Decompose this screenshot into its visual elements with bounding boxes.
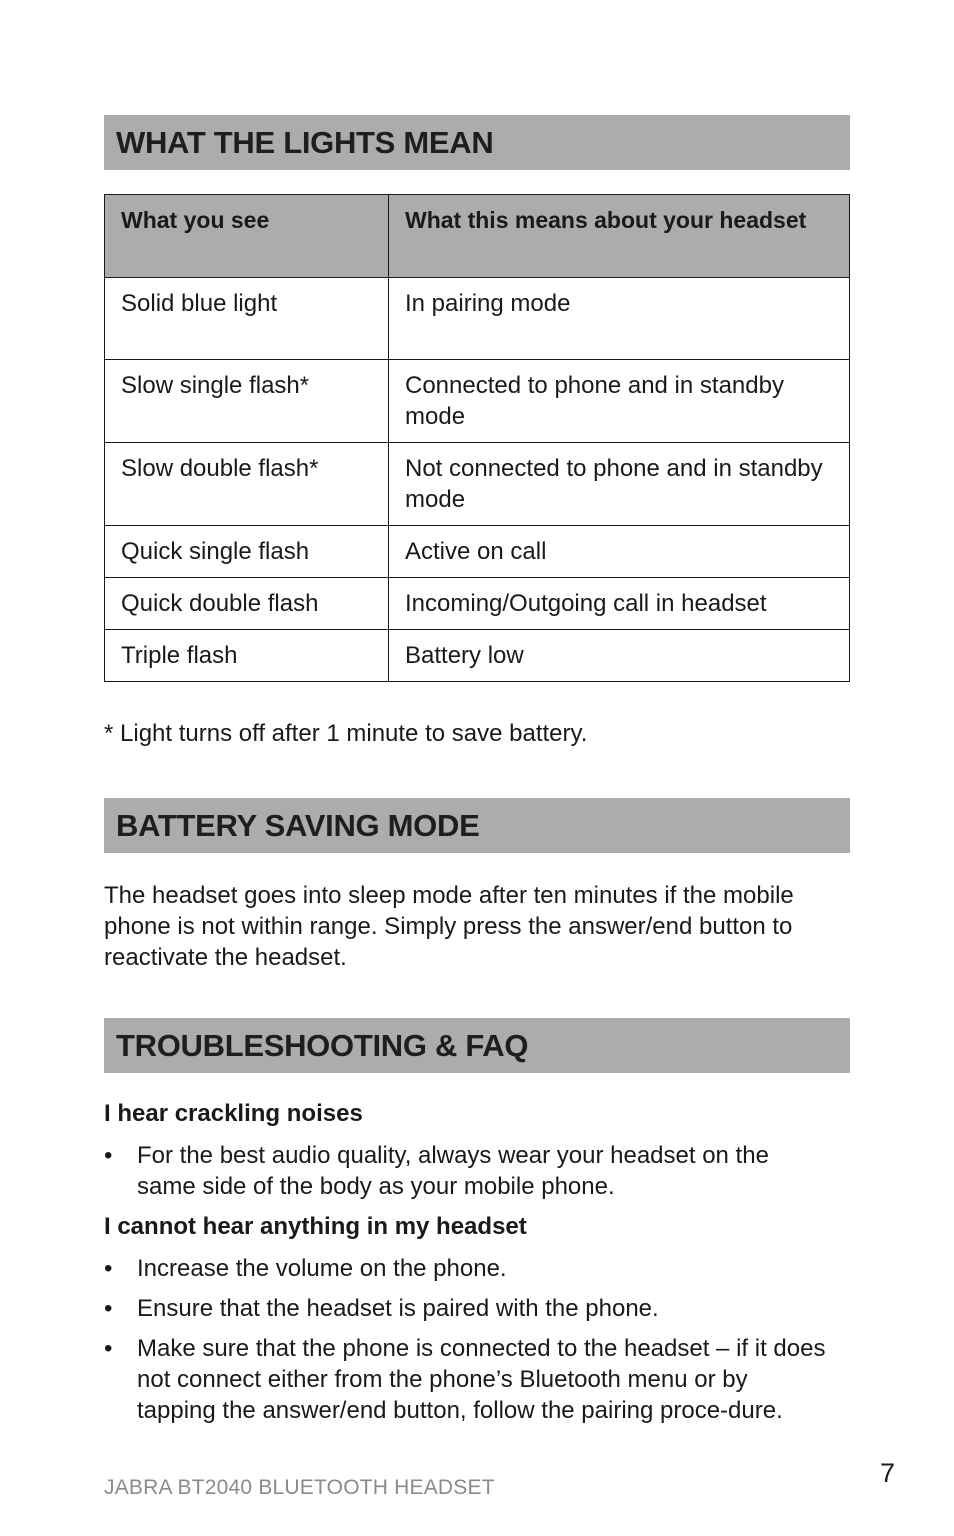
faq-question: I hear crackling noises: [104, 1100, 363, 1127]
list-item: [104, 1293, 850, 1324]
section-title: TROUBLESHOOTING & FAQ: [116, 1027, 529, 1063]
list-item-text: Make sure that the phone is connected to the headset – if it does not connect either from the phone’s Bluetooth menu or by tapping the answer/end button, follow the pairing proce-dure.: [137, 1335, 826, 1424]
table-cell: In pairing mode: [389, 278, 850, 360]
section-header-troubleshooting: [104, 1018, 850, 1073]
table-cell: Active on call: [389, 526, 850, 578]
faq-question: I cannot hear anything in my headset: [104, 1213, 527, 1240]
section-title: BATTERY SAVING MODE: [116, 807, 480, 843]
table-row: [105, 630, 850, 682]
table-header-cell: What you see: [105, 195, 389, 278]
table-row: [105, 360, 850, 443]
table-cell: Solid blue light: [105, 278, 389, 360]
list-item-text: Increase the volume on the phone.: [137, 1255, 507, 1282]
bullet-icon: •: [104, 1255, 113, 1282]
section-header-lights: [104, 115, 850, 170]
section-header-battery: [104, 798, 850, 853]
lights-table: [104, 194, 850, 682]
list-item: [104, 1140, 850, 1202]
section-title: WHAT THE LIGHTS MEAN: [116, 124, 494, 160]
table-row: [105, 526, 850, 578]
table-cell: Slow single flash*: [105, 360, 389, 443]
footnote: * Light turns off after 1 minute to save battery.: [104, 720, 588, 747]
list-item-text: Ensure that the headset is paired with the phone.: [137, 1295, 659, 1322]
table-cell: Connected to phone and in standby mode: [389, 360, 850, 443]
footer-title: JABRA BT2040 BLUETOOTH HEADSET: [104, 1476, 495, 1499]
list-item-text: For the best audio quality, always wear your headset on the same side of the body as your mobile phone.: [137, 1142, 769, 1200]
table-cell: Battery low: [389, 630, 850, 682]
list-item: [104, 1253, 850, 1284]
table-row: [105, 443, 850, 526]
bullet-icon: •: [104, 1335, 113, 1362]
list-item: [104, 1333, 850, 1426]
table-header-cell: What this means about your headset: [389, 195, 850, 278]
table-cell: Quick double flash: [105, 578, 389, 630]
page-number: 7: [880, 1458, 896, 1488]
table-cell: Slow double flash*: [105, 443, 389, 526]
table-header-row: [105, 195, 850, 278]
table-row: [105, 278, 850, 360]
table-cell: Incoming/Outgoing call in headset: [389, 578, 850, 630]
faq-answer-list: [104, 1253, 850, 1435]
table-row: [105, 578, 850, 630]
table-cell: Not connected to phone and in standby mode: [389, 443, 850, 526]
table-cell: Triple flash: [105, 630, 389, 682]
battery-paragraph: The headset goes into sleep mode after ten minutes if the mobile phone is not within range. Simply press the answer/end button to reactivate the headset.: [104, 882, 794, 971]
bullet-icon: •: [104, 1142, 113, 1169]
bullet-icon: •: [104, 1295, 113, 1322]
table-cell: Quick single flash: [105, 526, 389, 578]
faq-answer-list: [104, 1140, 850, 1211]
